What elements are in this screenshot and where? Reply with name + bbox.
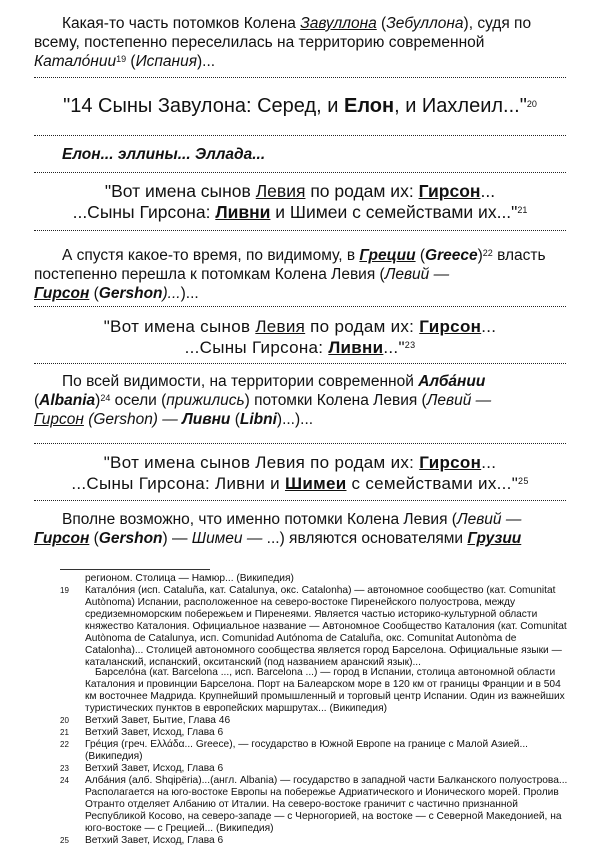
footnote-21: 21 Ветхий Завет, Исход, Глава 6 — [60, 727, 224, 738]
footnote-ref-25: 25 — [518, 476, 529, 486]
quote-genesis: "14 Сыны Завулона: Серед, и Елон, и Иахлеил..."$^{20}$ — [63, 95, 537, 117]
dotted-divider — [34, 500, 566, 503]
paragraph-elon: Елон... эллины... Эллада... — [62, 146, 266, 163]
footnote-ref-20: 20 — [526, 99, 537, 109]
dotted-divider — [34, 363, 566, 366]
quote-exodus-1-line1: "Вот имена сынов Левия по родам их: Гирсон... — [104, 181, 496, 201]
footnote-24: 24 Алба́ния (алб. Shqipëria)...(англ. Albania) — государство в западной части Балканского полуострова... Располагается на юго-востоке Европы на побережье Адриатического и Ионического морей. Пролив Отранто отделяет Албанию от Италии. На северо-востоке граничит с частично признанной Республикой Косово, на северо-западе — с Черногорией, на востоке — с Северной Македонией, на юго-востоке — с Грецией... (Википедия) — [60, 775, 568, 834]
footnote-19-barcelona: Барсело́на (кат. Barcelona ..., исп. Barcelona ...) — город в Испании, столица автономной области Каталония и провинции Барселона. Порт на Балеарском море в 120 км от границы Франции и в 504 км восточнее Мадрида. Крупнейший промышленный и торговый центр Испании. Один из важнейших туристических пунктов в европейских маршрутах... (Википедия) — [85, 667, 565, 714]
quote-exodus-3-line2: ...Сыны Гирсона: Ливни и Шимеи с семействами их..."$^{25}$ — [71, 474, 529, 493]
dotted-divider — [34, 77, 566, 80]
footnote-25: 25 Ветхий Завет, Исход, Глава 6 — [60, 835, 224, 846]
footnote-separator — [60, 569, 210, 570]
footnote-22: 22 Гре́ция (греч. Ελλάδα... Greece), — государство в Южной Европе на границе с Малой Азией... (Википедия) — [60, 739, 528, 762]
footnote-continuation: регионом. Столица — Намюр... (Википедия) — [85, 573, 294, 584]
zavullona-link: Завуллона — [300, 15, 377, 32]
footnote-19: 19 Катало́ния (исп. Cataluña, кат. Catalunya, окс. Catalonha) — автономное сообщество (кат. Comunitat Autònoma) Испании, расположенное на северо-востоке Пиренейского полуострова, между средиземноморским побережьем и Пиренеями. Является частью историко-культурной области княжество Каталония. Официальное название — Автономное Сообщество Каталония (кат. Comunitat Autònoma de Catalunya, исп. Comunidad Autónoma de Cataluña, окс. Comunitat Autonòma de Catalonha)... Столицей автономного сообщества является город Барселона. Официальные языки — каталанский, испанский, окситанский (под названием аранский язык)... — [60, 585, 567, 668]
footnote-ref-22: 22 — [482, 248, 493, 258]
footnote-23: 23 Ветхий Завет, Исход, Глава 6 — [60, 763, 224, 774]
footnote-20: 20 Ветхий Завет, Бытие, Глава 46 — [60, 715, 231, 726]
paragraph-greece: А спустя какое-то время, по видимому, в Греции (Greece)$^{22}$ власть постепенно перешла к потомкам Колена Левия (Левий — Гирсон (Gershon)...)... — [34, 247, 546, 302]
quote-exodus-1-line2: ...Сыны Гирсона: Ливни и Шимеи с семействами их..."$^{21}$ — [72, 202, 528, 222]
dotted-divider — [34, 135, 566, 138]
paragraph-zevulon: Какая-то часть потомков Колена Завуллона (Зебуллона), судя по всему, постепенно переселилась на территорию современной Катало́нии$^{19}$ (Испания)... — [34, 15, 532, 70]
footnote-ref-24: 24 — [100, 393, 111, 403]
quote-exodus-2-line2: ...Сыны Гирсона: Ливни..."$^{23}$ — [184, 338, 416, 357]
footnote-ref-19: 19 — [116, 54, 127, 64]
dotted-divider — [34, 230, 566, 233]
paragraph-albania: По всей видимости, на территории современной Алба́нии (Albania)$^{24}$ осели (прижились) потомки Колена Левия (Левий — Гирсон (Gershon) — Ливни (Libni)...)... — [34, 373, 492, 428]
quote-exodus-2-line1: "Вот имена сынов Левия по родам их: Гирсон... — [103, 317, 497, 336]
footnote-ref-23: 23 — [404, 340, 416, 350]
dotted-divider — [34, 306, 566, 309]
dotted-divider — [34, 443, 566, 446]
paragraph-georgia: Вполне возможно, что именно потомки Колена Левия (Левий — Гирсон (Gershon) — Шимеи — ...) являются основателями Грузии — [34, 511, 522, 547]
quote-exodus-3-line1: "Вот имена сынов Левия по родам их: Гирсон... — [103, 453, 497, 472]
dotted-divider — [34, 172, 566, 175]
footnote-ref-21: 21 — [517, 205, 528, 215]
